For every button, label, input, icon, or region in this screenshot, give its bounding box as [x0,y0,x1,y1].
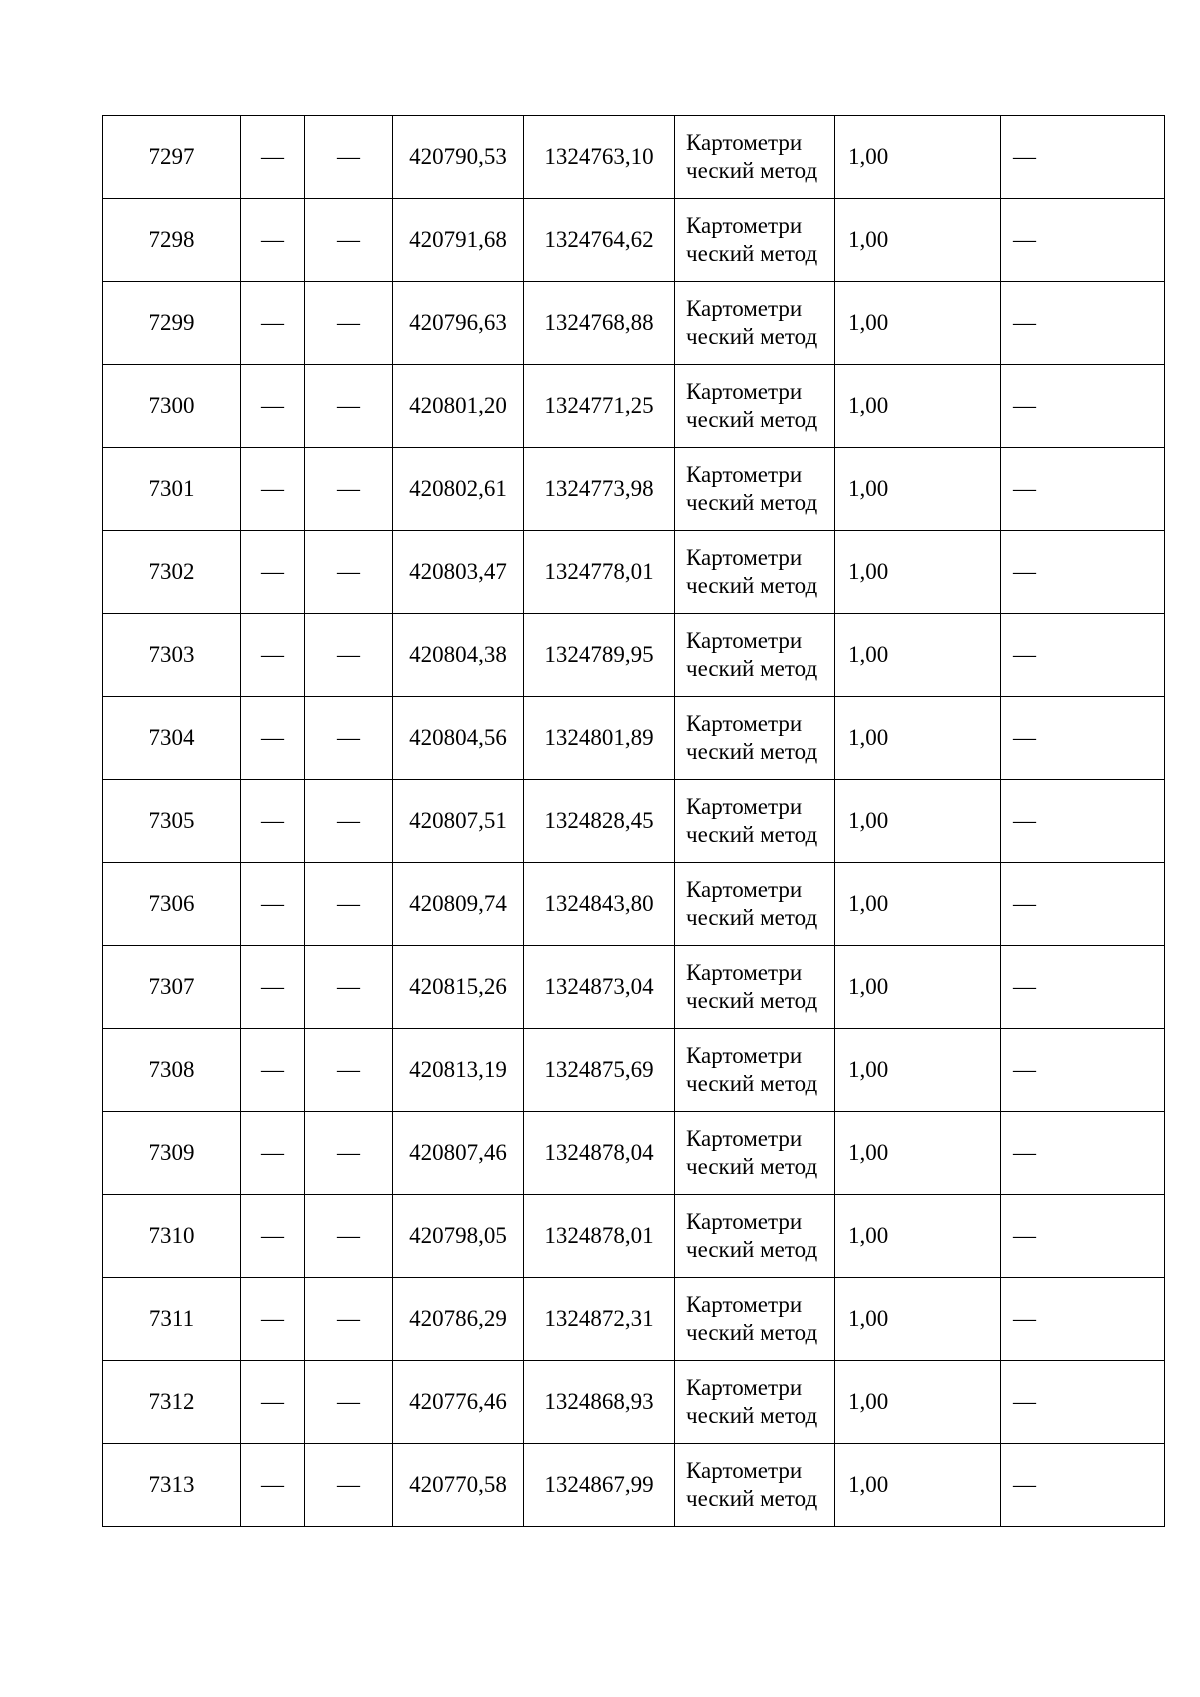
table-row [103,863,1165,946]
method-cell: Картометри ческий метод [675,614,835,697]
description-cell: — [1001,1361,1165,1444]
table-body [103,116,1165,1527]
x-coordinate-cell: 420813,19 [393,1029,524,1112]
point-number-cell: 7305 [103,780,241,863]
accuracy-cell: 1,00 [835,697,1001,780]
accuracy-cell: 1,00 [835,1112,1001,1195]
old-y-cell: — [305,282,393,365]
old-y-cell: — [305,614,393,697]
x-coordinate-cell: 420802,61 [393,448,524,531]
method-cell: Картометри ческий метод [675,1444,835,1527]
description-cell: — [1001,365,1165,448]
table-row [103,1195,1165,1278]
accuracy-cell: 1,00 [835,780,1001,863]
x-coordinate-cell: 420809,74 [393,863,524,946]
table-row [103,1029,1165,1112]
description-cell: — [1001,1278,1165,1361]
old-y-cell: — [305,1361,393,1444]
accuracy-cell: 1,00 [835,199,1001,282]
y-coordinate-cell: 1324873,04 [524,946,675,1029]
old-x-cell: — [241,116,305,199]
accuracy-cell: 1,00 [835,531,1001,614]
method-cell: Картометри ческий метод [675,1278,835,1361]
x-coordinate-cell: 420790,53 [393,116,524,199]
point-number-cell: 7304 [103,697,241,780]
x-coordinate-cell: 420801,20 [393,365,524,448]
old-y-cell: — [305,1278,393,1361]
method-cell: Картометри ческий метод [675,1361,835,1444]
table-row [103,282,1165,365]
method-cell: Картометри ческий метод [675,116,835,199]
old-x-cell: — [241,1112,305,1195]
table-row [103,697,1165,780]
old-x-cell: — [241,1444,305,1527]
table-row [103,1444,1165,1527]
description-cell: — [1001,1029,1165,1112]
x-coordinate-cell: 420776,46 [393,1361,524,1444]
old-y-cell: — [305,1029,393,1112]
old-x-cell: — [241,1278,305,1361]
point-number-cell: 7311 [103,1278,241,1361]
old-y-cell: — [305,946,393,1029]
description-cell: — [1001,1444,1165,1527]
method-cell: Картометри ческий метод [675,1112,835,1195]
y-coordinate-cell: 1324763,10 [524,116,675,199]
method-cell: Картометри ческий метод [675,863,835,946]
x-coordinate-cell: 420770,58 [393,1444,524,1527]
description-cell: — [1001,946,1165,1029]
accuracy-cell: 1,00 [835,365,1001,448]
method-cell: Картометри ческий метод [675,946,835,1029]
table-row [103,1278,1165,1361]
table-row [103,365,1165,448]
old-y-cell: — [305,365,393,448]
accuracy-cell: 1,00 [835,1195,1001,1278]
y-coordinate-cell: 1324872,31 [524,1278,675,1361]
old-y-cell: — [305,1195,393,1278]
old-y-cell: — [305,531,393,614]
description-cell: — [1001,531,1165,614]
table-row [103,199,1165,282]
x-coordinate-cell: 420804,56 [393,697,524,780]
description-cell: — [1001,614,1165,697]
point-number-cell: 7306 [103,863,241,946]
old-x-cell: — [241,282,305,365]
old-x-cell: — [241,199,305,282]
accuracy-cell: 1,00 [835,614,1001,697]
method-cell: Картометри ческий метод [675,697,835,780]
table-row [103,1361,1165,1444]
description-cell: — [1001,1112,1165,1195]
point-number-cell: 7303 [103,614,241,697]
old-y-cell: — [305,116,393,199]
y-coordinate-cell: 1324801,89 [524,697,675,780]
accuracy-cell: 1,00 [835,946,1001,1029]
y-coordinate-cell: 1324789,95 [524,614,675,697]
x-coordinate-cell: 420815,26 [393,946,524,1029]
old-x-cell: — [241,365,305,448]
point-number-cell: 7297 [103,116,241,199]
y-coordinate-cell: 1324828,45 [524,780,675,863]
old-y-cell: — [305,863,393,946]
coordinates-table [102,115,1165,1527]
y-coordinate-cell: 1324778,01 [524,531,675,614]
description-cell: — [1001,116,1165,199]
description-cell: — [1001,448,1165,531]
point-number-cell: 7301 [103,448,241,531]
x-coordinate-cell: 420807,46 [393,1112,524,1195]
description-cell: — [1001,1195,1165,1278]
table-row [103,780,1165,863]
y-coordinate-cell: 1324875,69 [524,1029,675,1112]
description-cell: — [1001,199,1165,282]
old-x-cell: — [241,946,305,1029]
method-cell: Картометри ческий метод [675,448,835,531]
method-cell: Картометри ческий метод [675,780,835,863]
y-coordinate-cell: 1324773,98 [524,448,675,531]
point-number-cell: 7310 [103,1195,241,1278]
point-number-cell: 7313 [103,1444,241,1527]
description-cell: — [1001,282,1165,365]
old-x-cell: — [241,780,305,863]
table-row [103,614,1165,697]
accuracy-cell: 1,00 [835,448,1001,531]
old-y-cell: — [305,1444,393,1527]
point-number-cell: 7300 [103,365,241,448]
y-coordinate-cell: 1324878,04 [524,1112,675,1195]
old-y-cell: — [305,1112,393,1195]
method-cell: Картометри ческий метод [675,1195,835,1278]
method-cell: Картометри ческий метод [675,282,835,365]
point-number-cell: 7308 [103,1029,241,1112]
old-x-cell: — [241,863,305,946]
point-number-cell: 7309 [103,1112,241,1195]
accuracy-cell: 1,00 [835,116,1001,199]
x-coordinate-cell: 420807,51 [393,780,524,863]
description-cell: — [1001,780,1165,863]
y-coordinate-cell: 1324843,80 [524,863,675,946]
description-cell: — [1001,863,1165,946]
point-number-cell: 7299 [103,282,241,365]
accuracy-cell: 1,00 [835,1361,1001,1444]
old-y-cell: — [305,697,393,780]
table-row [103,116,1165,199]
old-x-cell: — [241,1029,305,1112]
old-x-cell: — [241,448,305,531]
table-row [103,946,1165,1029]
old-y-cell: — [305,780,393,863]
accuracy-cell: 1,00 [835,282,1001,365]
point-number-cell: 7312 [103,1361,241,1444]
accuracy-cell: 1,00 [835,1278,1001,1361]
old-x-cell: — [241,1195,305,1278]
accuracy-cell: 1,00 [835,863,1001,946]
y-coordinate-cell: 1324768,88 [524,282,675,365]
y-coordinate-cell: 1324878,01 [524,1195,675,1278]
method-cell: Картометри ческий метод [675,1029,835,1112]
x-coordinate-cell: 420798,05 [393,1195,524,1278]
old-x-cell: — [241,614,305,697]
old-y-cell: — [305,199,393,282]
description-cell: — [1001,697,1165,780]
x-coordinate-cell: 420803,47 [393,531,524,614]
old-x-cell: — [241,1361,305,1444]
y-coordinate-cell: 1324867,99 [524,1444,675,1527]
y-coordinate-cell: 1324771,25 [524,365,675,448]
table-row [103,448,1165,531]
old-x-cell: — [241,697,305,780]
old-x-cell: — [241,531,305,614]
table-row [103,1112,1165,1195]
accuracy-cell: 1,00 [835,1029,1001,1112]
method-cell: Картометри ческий метод [675,365,835,448]
table-row [103,531,1165,614]
old-y-cell: — [305,448,393,531]
x-coordinate-cell: 420786,29 [393,1278,524,1361]
x-coordinate-cell: 420791,68 [393,199,524,282]
x-coordinate-cell: 420796,63 [393,282,524,365]
accuracy-cell: 1,00 [835,1444,1001,1527]
method-cell: Картометри ческий метод [675,531,835,614]
method-cell: Картометри ческий метод [675,199,835,282]
y-coordinate-cell: 1324764,62 [524,199,675,282]
point-number-cell: 7307 [103,946,241,1029]
point-number-cell: 7298 [103,199,241,282]
y-coordinate-cell: 1324868,93 [524,1361,675,1444]
x-coordinate-cell: 420804,38 [393,614,524,697]
point-number-cell: 7302 [103,531,241,614]
